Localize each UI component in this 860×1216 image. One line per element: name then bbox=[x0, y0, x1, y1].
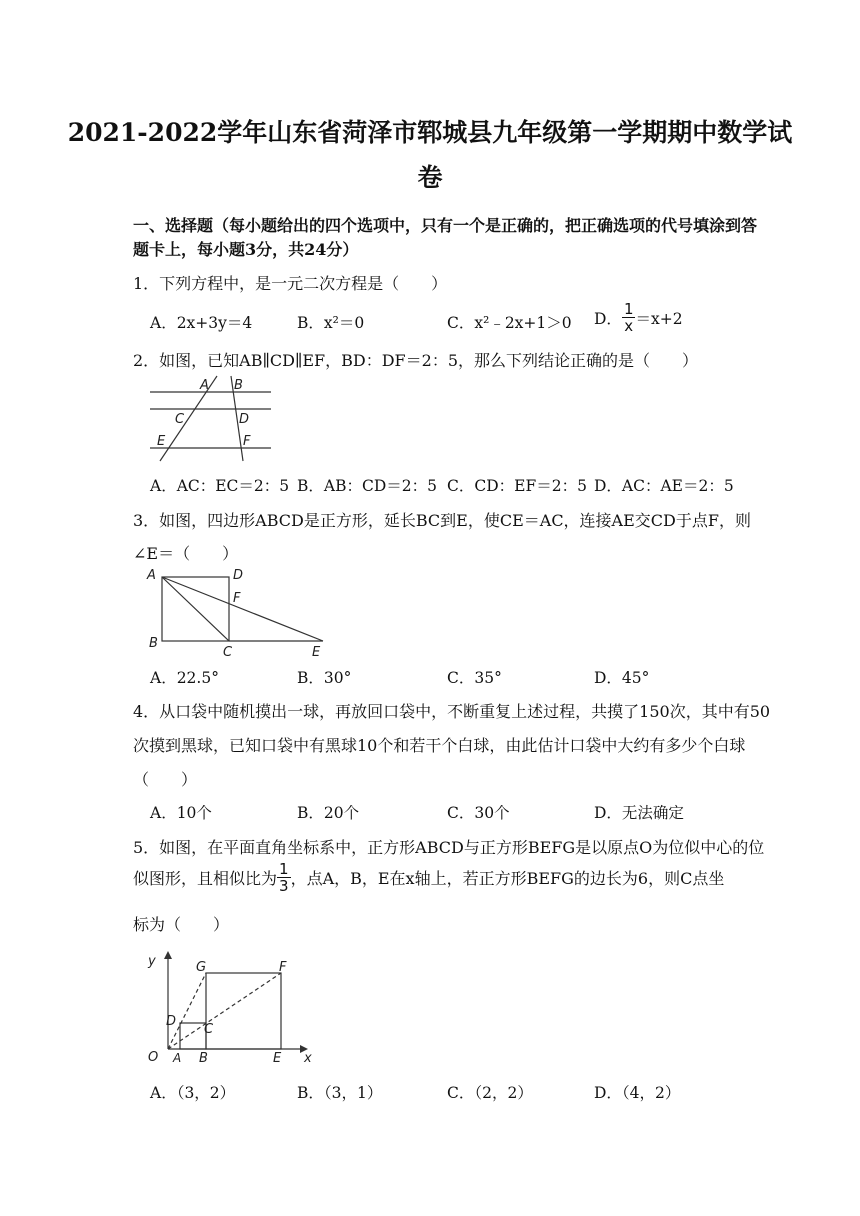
q5-square-abcd bbox=[180, 1023, 206, 1049]
q2-label-e: E bbox=[157, 434, 166, 449]
q2-label-f: F bbox=[243, 434, 251, 449]
page-title-line2: 卷 bbox=[417, 163, 443, 192]
q3-label-a: A bbox=[147, 568, 156, 583]
q5-label-d: D bbox=[166, 1014, 177, 1029]
q4-option-b: B．20个 bbox=[297, 804, 360, 822]
q2-label-d: D bbox=[239, 412, 250, 427]
q5-label-x: x bbox=[304, 1051, 312, 1065]
q5-ratio-denominator: 3 bbox=[279, 877, 289, 895]
q5-figure bbox=[140, 945, 320, 1065]
q5-stem-line3: 标为（ ） bbox=[133, 915, 230, 934]
q3-segment-ae bbox=[162, 577, 323, 641]
q3-stem-line1: 3．如图，四边形ABCD是正方形，延长BC到E，使CE＝AC，连接AE交CD于点F，则 bbox=[133, 511, 751, 530]
q1-option-d-tail: ＝x+2 bbox=[635, 309, 683, 328]
q1-option-c: C．x²﹣2x+1＞0 bbox=[447, 314, 572, 332]
q3-option-d: D．45° bbox=[594, 669, 650, 687]
q2-label-b: B bbox=[234, 378, 243, 393]
q5-label-a: A bbox=[173, 1051, 182, 1065]
q5-label-f: F bbox=[279, 960, 287, 975]
page-title-line1: 2021-2022学年山东省菏泽市郓城县九年级第一学期期中数学试 bbox=[67, 118, 793, 147]
q5-stem-line2-pre: 似图形，且相似比为 bbox=[133, 869, 278, 888]
q5-label-y: y bbox=[148, 954, 156, 969]
q3-label-d: D bbox=[233, 568, 244, 583]
q5-ratio-numerator: 1 bbox=[279, 860, 289, 878]
q2-stem: 2．如图，已知AB∥CD∥EF，BD：DF＝2：5，那么下列结论正确的是（ ） bbox=[133, 351, 699, 370]
q2-figure bbox=[145, 372, 275, 464]
q2-option-a: A．AC：EC＝2：5 bbox=[150, 477, 290, 495]
q5-label-g: G bbox=[196, 960, 207, 975]
q2-option-b: B．AB：CD＝2：5 bbox=[297, 477, 437, 495]
q3-label-c: C bbox=[223, 645, 233, 660]
q5-label-b: B bbox=[199, 1051, 208, 1065]
q5-ratio-fraction bbox=[277, 861, 291, 894]
q4-option-a: A．10个 bbox=[150, 804, 212, 822]
q5-square-befg bbox=[206, 973, 281, 1049]
q5-option-d: D．（4，2） bbox=[594, 1084, 681, 1102]
q3-option-c: C．35° bbox=[447, 669, 502, 687]
q4-stem-line1: 4．从口袋中随机摸出一球，再放回口袋中，不断重复上述过程，共摸了150次，其中有50 bbox=[133, 702, 771, 721]
q5-ray-of bbox=[168, 973, 281, 1049]
q1-option-d-label: D． bbox=[594, 309, 622, 328]
q3-label-f: F bbox=[233, 591, 241, 606]
q5-ray-og bbox=[168, 973, 206, 1049]
q3-stem-line2: ∠E＝（ ） bbox=[133, 544, 239, 563]
q5-option-c: C．（2，2） bbox=[447, 1084, 533, 1102]
q2-option-d: D．AC：AE＝2：5 bbox=[594, 477, 734, 495]
q1-stem: 1．下列方程中，是一元二次方程是（ ） bbox=[133, 274, 448, 293]
q5-label-e: E bbox=[273, 1051, 282, 1065]
section-heading-line2: 题卡上，每小题3分，共24分） bbox=[133, 240, 359, 259]
q2-option-c: C．CD：EF＝2：5 bbox=[447, 477, 587, 495]
q3-figure bbox=[145, 564, 330, 660]
q5-stem-line2 bbox=[133, 861, 724, 894]
q1-option-d bbox=[594, 301, 683, 334]
q4-option-d: D．无法确定 bbox=[594, 804, 684, 822]
q2-label-c: C bbox=[175, 412, 185, 427]
q5-stem-line1: 5．如图，在平面直角坐标系中，正方形ABCD与正方形BEFG是以原点O为位似中心的位 bbox=[133, 838, 765, 857]
q1-option-a: A．2x+3y＝4 bbox=[150, 314, 253, 332]
q3-option-a: A．22.5° bbox=[150, 669, 219, 687]
q5-stem-line2-post: ，点A，B，E在x轴上，若正方形BEFG的边长为6，则C点坐 bbox=[290, 869, 725, 888]
q5-option-a: A．（3，2） bbox=[150, 1084, 236, 1102]
section-heading-line1: 一、选择题（每小题给出的四个选项中，只有一个是正确的，把正确选项的代号填涂到答 bbox=[133, 216, 758, 235]
q1-option-d-denominator: x bbox=[624, 317, 634, 335]
q3-label-b: B bbox=[149, 636, 158, 651]
q3-option-b: B．30° bbox=[297, 669, 352, 687]
q2-label-a: A bbox=[200, 378, 209, 393]
q4-option-c: C．30个 bbox=[447, 804, 510, 822]
q1-option-d-numerator: 1 bbox=[623, 300, 634, 318]
q5-label-c: C bbox=[204, 1022, 214, 1037]
q5-y-axis-arrow bbox=[164, 951, 172, 959]
q3-diagonal-ac bbox=[162, 577, 229, 641]
q1-option-d-fraction bbox=[622, 301, 636, 334]
q5-option-b: B．（3，1） bbox=[297, 1084, 383, 1102]
q1-option-b: B．x²＝0 bbox=[297, 314, 365, 332]
q4-stem-line3: （ ） bbox=[133, 770, 198, 789]
q4-stem-line2: 次摸到黑球，已知口袋中有黑球10个和若干个白球，由此估计口袋中大约有多少个白球 bbox=[133, 736, 746, 755]
q5-label-o: O bbox=[148, 1050, 159, 1065]
q3-label-e: E bbox=[312, 645, 321, 660]
